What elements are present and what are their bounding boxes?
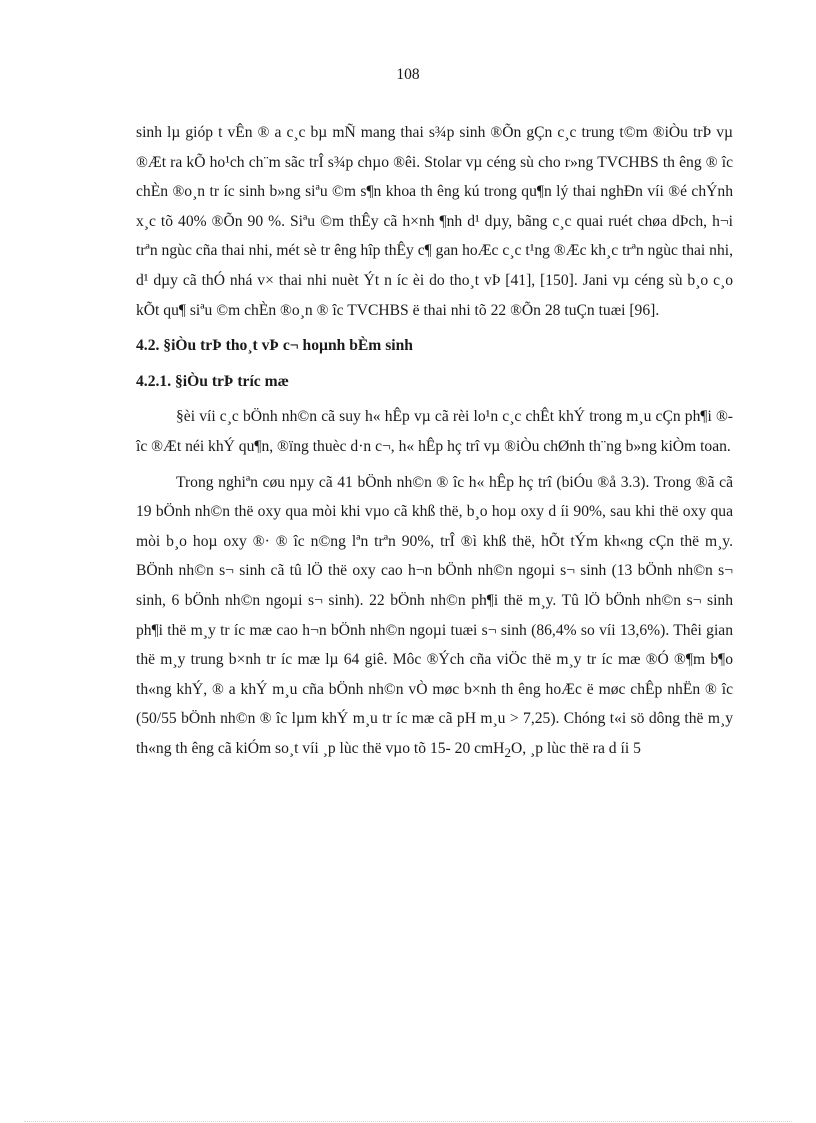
page-number: 108 bbox=[396, 66, 420, 83]
paragraph-study-results-tail: O, ¸p lùc thë ra d íi 5 bbox=[510, 739, 641, 757]
page-bottom-rule bbox=[24, 1121, 792, 1122]
section-heading: 4.2. §iÒu trÞ tho¸t vÞ c¬ hoµnh bÈm sinh bbox=[136, 337, 413, 355]
subsection-heading: 4.2.1. §iÒu trÞ tríc mæ bbox=[136, 372, 289, 390]
subscript-two: 2 bbox=[504, 744, 511, 760]
paragraph-study-results bbox=[136, 468, 733, 768]
paragraph-study-results-text: Trong nghiªn cøu nµy cã 41 bÖnh nh©n ® îc h« hÊp hç trî (biÓu ®å 3.3). Trong ®ã cã 19 bÖnh nh©n thë oxy qua mòi khi vµo cã khß thë, b¸o hoµ oxy d íi 90%, sau khi thë oxy qua mòi b¸o hoµ oxy ®· ® îc n©ng lªn trªn 90%, trÎ ®ì khß thë, hÕt tÝm kh«ng cÇn thë m¸y. BÖnh nh©n s¬ sinh cã tû lÖ thë oxy cao h¬n bÖnh nh©n ngoµi s¬ sinh (13 bÖnh nh©n s¬ sinh, 6 bÖnh nh©n ngoµi s¬ sinh). 22 bÖnh nh©n ph¶i thë m¸y. Tû lÖ bÖnh nh©n s¬ sinh ph¶i thë m¸y tr íc mæ cao h¬n bÖnh nh©n ngoµi tuæi s¬ sinh (86,4% so víi 13,6%). Thêi gian thë m¸y trung b×nh tr íc mæ lµ 64 giê. Môc ®Ých cña viÖc thë m¸y tr íc mæ ®Ó ®¶m b¶o th«ng khÝ, ® a khÝ m¸u cña bÖnh nh©n vÒ møc b×nh th êng hoÆc ë møc chÊp nhËn ® îc (50/55 bÖnh nh©n ® îc lµm khÝ m¸u tr íc mæ cã pH m¸u > 7,25). Chóng t«i sö dông thë m¸y th«ng th êng cã kiÓm so¸t víi ¸p lùc thë vµo tõ 15- 20 cmH bbox=[136, 473, 733, 757]
page-content bbox=[136, 118, 733, 768]
paragraph-ultrasound-diagnosis: sinh lµ gióp t vÊn ® a c¸c bµ mÑ mang thai s¾p sinh ®Õn gÇn c¸c trung t©m ®iÒu trÞ vµ ®Æt ra kÕ ho¹ch ch¨m sãc trÎ s¾p chµo ®êi. Stolar vµ céng sù cho r»ng TVCHBS th êng ® îc chÈn ®o¸n tr íc sinh b»ng siªu ©m s¶n khoa th êng kú trong qu¶n lý thai nghÐn víi ®é chÝnh x¸c tõ 40% ®Õn 90 %. Siªu ©m thÊy cã h×nh ¶nh d¹ dµy, bãng c¸c quai ruét chøa dÞch, h¬i trªn ngùc cña thai nhi, mét sè tr êng hîp thÊy c¶ gan hoÆc c¸c t¹ng ®Æc kh¸c trªn ngùc thai nhi, d¹ dµy cã thÓ nhá v× thai nhi nuèt Ýt n íc èi do tho¸t vÞ [41], [150]. Jani vµ céng sù b¸o c¸o kÕt qu¶ siªu ©m chÈn ®o¸n ® îc TVCHBS ë thai nhi tõ 22 ®Õn 28 tuÇn tuæi [96]. bbox=[136, 124, 733, 319]
paragraph-respiratory-support: §èi víi c¸c bÖnh nh©n cã suy h« hÊp vµ cã rèi lo¹n c¸c chÊt khÝ trong m¸u cÇn ph¶i ® îc ®Æt néi khÝ qu¶n, ®ïng thuèc d·n c¬, h« hÊp hç trî vµ ®iÒu chØnh th¨ng b»ng kiÒm toan. bbox=[136, 408, 733, 455]
